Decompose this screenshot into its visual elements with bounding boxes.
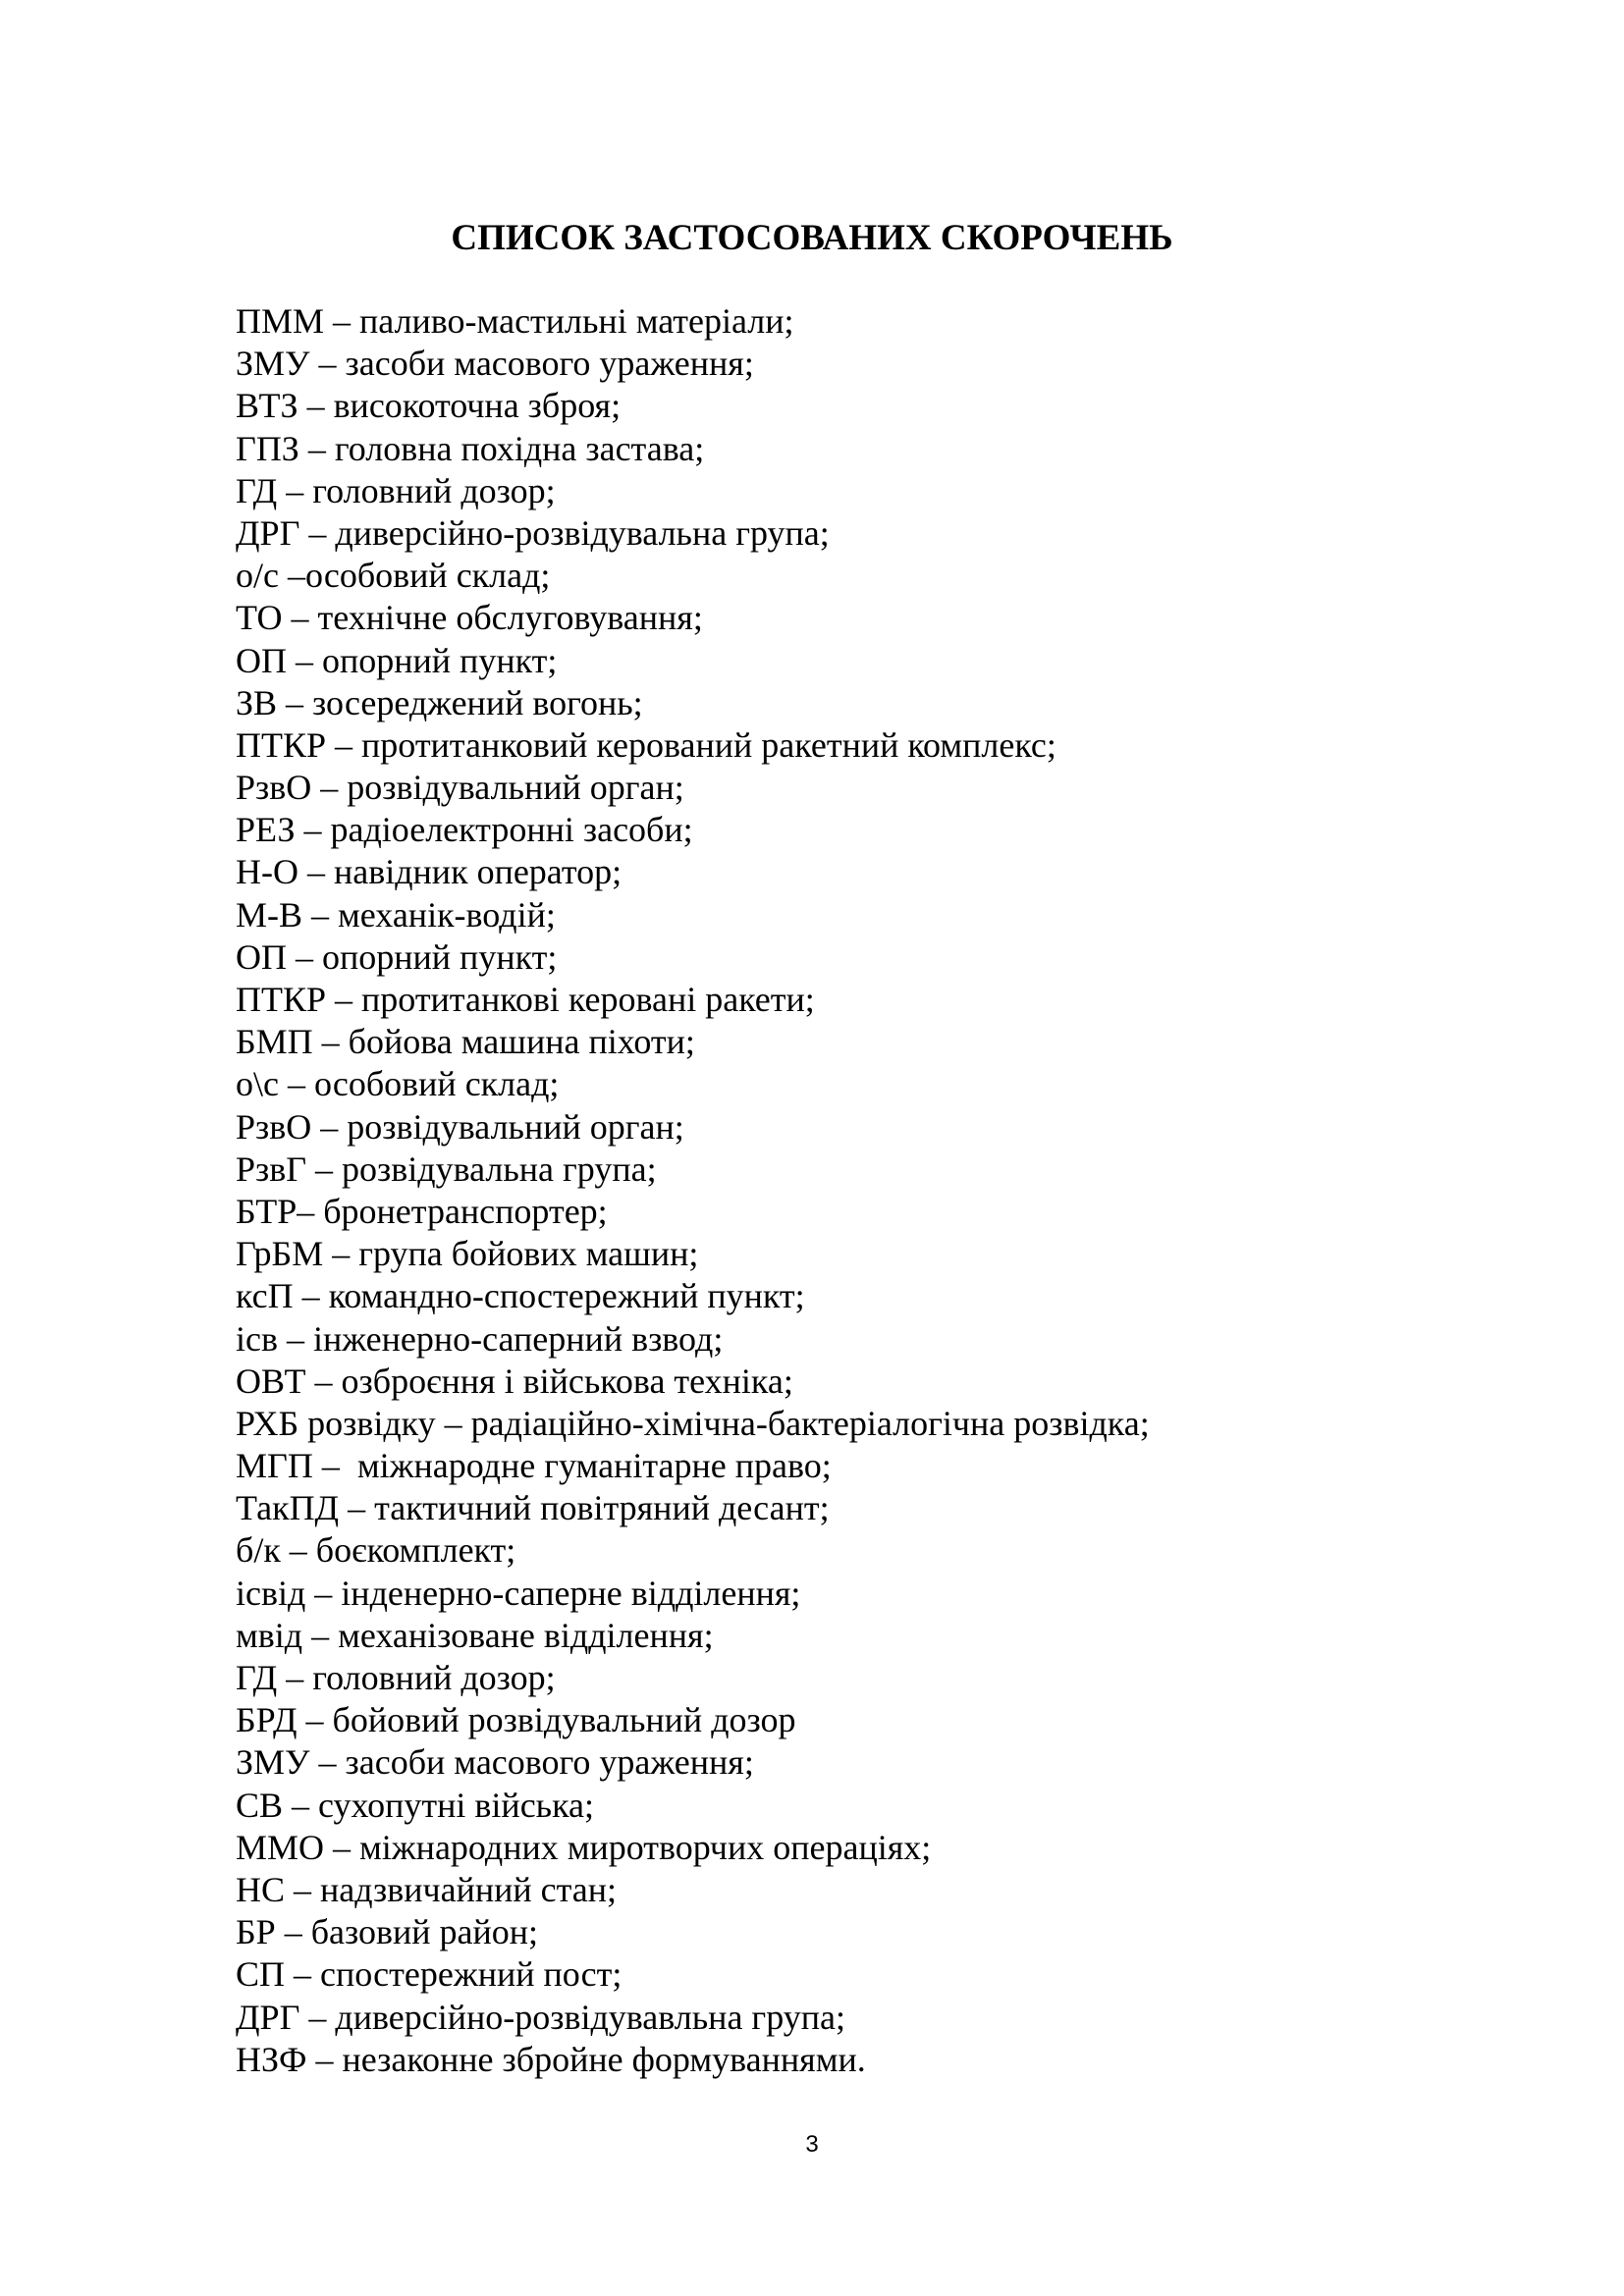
abbreviation-entry: НЗФ – незаконне збройне формуваннями. bbox=[236, 2039, 866, 2079]
abbreviation-entry: Н-О – навідник оператор; bbox=[236, 852, 623, 892]
abbreviation-entry: ВТЗ – високоточна зброя; bbox=[236, 386, 622, 426]
abbreviation-entry: ЗМУ – засоби масового ураження; bbox=[236, 344, 754, 384]
abbreviation-entry: ПТКР – протитанковий керований ракетний комплекс; bbox=[236, 724, 1056, 765]
abbreviation-entry: ОП – опорний пункт; bbox=[236, 936, 558, 977]
abbreviation-entry: ксП – командно-спостережний пункт; bbox=[236, 1276, 805, 1316]
abbreviation-entry: БТР– бронетранспортер; bbox=[236, 1191, 608, 1231]
abbreviation-entry: СВ – сухопутні війська; bbox=[236, 1785, 595, 1825]
abbreviation-entry: РзвО – розвідувальний орган; bbox=[236, 1106, 684, 1147]
page-title: СПИСОК ЗАСТОСОВАНИХ СКОРОЧЕНЬ bbox=[451, 218, 1173, 258]
abbreviation-entry: ТО – технічне обслуговування; bbox=[236, 598, 703, 638]
abbreviation-entry: ОВТ – озброєння і військова техніка; bbox=[236, 1361, 793, 1401]
abbreviation-entry: ГД – головний дозор; bbox=[236, 1658, 556, 1697]
abbreviation-entry: мвід – механізоване відділення; bbox=[236, 1615, 714, 1655]
abbreviation-entry: ГрБМ – група бойових машин; bbox=[236, 1234, 699, 1274]
abbreviation-entry: ГД – головний дозор; bbox=[236, 470, 556, 510]
abbreviation-entry: РЕЗ – радіоелектронні засоби; bbox=[236, 810, 693, 850]
abbreviation-entry: БР – базовий район; bbox=[236, 1912, 539, 1952]
abbreviation-entry: ГПЗ – головна похідна застава; bbox=[236, 428, 705, 468]
abbreviation-entry: ММО – міжнародних миротворчих операціях; bbox=[236, 1827, 932, 1867]
abbreviation-entry: ОП – опорний пункт; bbox=[236, 640, 558, 680]
abbreviation-entry: ЗВ – зосереджений вогонь; bbox=[236, 682, 643, 722]
abbreviation-list bbox=[236, 300, 1394, 2081]
abbreviation-entry: о\с – особовий склад; bbox=[236, 1064, 560, 1104]
abbreviation-entry: РХБ розвідку – радіаційно-хімічна-бактеріалогічна розвідка; bbox=[236, 1403, 1150, 1443]
abbreviation-entry: ПММ – паливо-мастильні матеріали; bbox=[236, 301, 794, 341]
abbreviation-entry: СП – спостережний пост; bbox=[236, 1954, 623, 1995]
abbreviation-entry: ПТКР – протитанкові керовані ракети; bbox=[236, 980, 815, 1019]
abbreviation-entry: б/к – боєкомплект; bbox=[236, 1530, 516, 1571]
abbreviation-entry: РзвГ – розвідувальна група; bbox=[236, 1148, 657, 1189]
abbreviation-entry: РзвО – розвідувальний орган; bbox=[236, 768, 684, 808]
abbreviation-entry: ісвід – інденерно-саперне відділення; bbox=[236, 1573, 801, 1613]
abbreviation-entry: ДРГ – диверсійно-розвідувавльна група; bbox=[236, 1997, 845, 2037]
page-number: 3 bbox=[805, 2131, 819, 2158]
abbreviation-entry: ДРГ – диверсійно-розвідувальна група; bbox=[236, 512, 830, 553]
abbreviation-entry: М-В – механік-водій; bbox=[236, 894, 556, 934]
abbreviation-entry: о/с –особовий склад; bbox=[236, 556, 551, 596]
abbreviation-entry: БРД – бойовий розвідувальний дозор bbox=[236, 1700, 796, 1740]
abbreviation-entry: ЗМУ – засоби масового ураження; bbox=[236, 1742, 754, 1783]
abbreviation-entry: ісв – інженерно-саперний взвод; bbox=[236, 1318, 724, 1359]
abbreviation-entry: БМП – бойова машина піхоти; bbox=[236, 1022, 695, 1062]
abbreviation-entry: НС – надзвичайний стан; bbox=[236, 1869, 618, 1909]
abbreviation-entry: МГП – міжнародне гуманітарне право; bbox=[236, 1446, 832, 1486]
abbreviation-entry: ТакПД – тактичний повітряний десант; bbox=[236, 1488, 830, 1528]
